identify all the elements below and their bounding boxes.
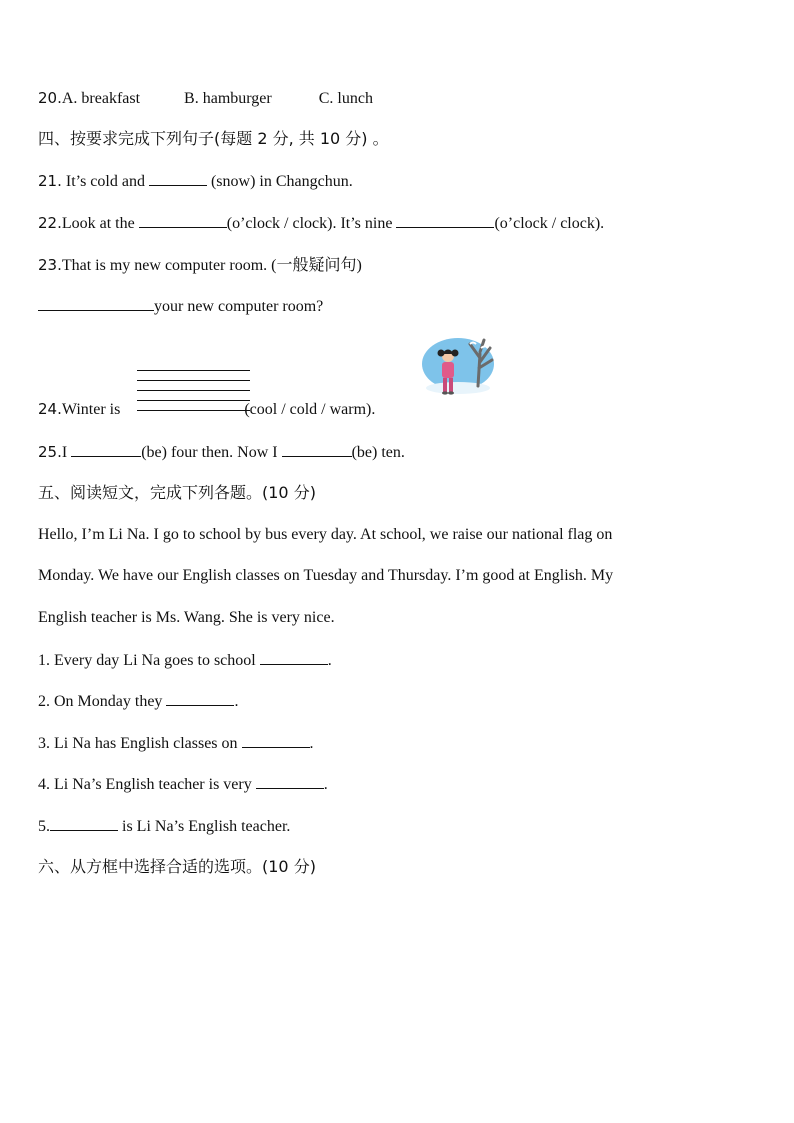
- reading-question-5: 5. is Li Na’s English teacher.: [38, 818, 291, 835]
- option-a: A. breakfast: [61, 90, 141, 107]
- winter-girl-picture: [420, 334, 500, 404]
- question-24: 24.Winter is (cool / cold / warm).: [38, 400, 376, 418]
- answer-blank[interactable]: [166, 691, 234, 706]
- passage-line: Hello, I’m Li Na. I go to school by bus every day. At school, we raise our national flag on: [38, 526, 613, 543]
- answer-blank[interactable]: [50, 816, 118, 831]
- section-6-heading: 六、从方框中选择合适的选项。(10 分): [38, 857, 316, 876]
- option-b: B. hamburger: [184, 90, 272, 107]
- reading-question-1: 1. Every day Li Na goes to school .: [38, 652, 332, 669]
- question-20: [38, 88, 373, 109]
- answer-blank[interactable]: [71, 442, 141, 457]
- question-22: 22.Look at the (o’clock / clock). It’s nine (o’clock / clock).: [38, 214, 605, 232]
- question-number: 20.: [38, 89, 62, 107]
- answer-blank[interactable]: [260, 650, 328, 665]
- passage-line: English teacher is Ms. Wang. She is very nice.: [38, 609, 335, 626]
- question-number: 23.: [38, 256, 62, 274]
- question-23-answer-line: your new computer room?: [38, 296, 323, 317]
- question-number: 25.: [38, 443, 62, 461]
- answer-blank[interactable]: [282, 442, 352, 457]
- question-number: 22.: [38, 214, 62, 232]
- question-number: 21.: [38, 172, 62, 190]
- option-c: C. lunch: [318, 90, 373, 107]
- question-23: 23.That is my new computer room. (一般疑问句): [38, 256, 362, 274]
- section-4-heading: 四、按要求完成下列句子(每题 2 分, 共 10 分) 。: [38, 129, 389, 148]
- reading-question-3: 3. Li Na has English classes on .: [38, 735, 314, 752]
- answer-blank[interactable]: [139, 213, 227, 228]
- answer-blank[interactable]: [242, 733, 310, 748]
- reading-question-2: 2. On Monday they .: [38, 693, 239, 710]
- question-25: 25.I (be) four then. Now I (be) ten.: [38, 443, 405, 461]
- question-21: 21. It’s cold and (snow) in Changchun.: [38, 172, 353, 190]
- passage-line: Monday. We have our English classes on Tuesday and Thursday. I’m good at English. My: [38, 567, 614, 584]
- answer-blank[interactable]: [396, 213, 494, 228]
- answer-blank[interactable]: [256, 774, 324, 789]
- answer-blank[interactable]: [38, 296, 154, 311]
- answer-blank[interactable]: [149, 171, 207, 186]
- section-5-heading: 五、阅读短文，完成下列各题。(10 分): [38, 483, 316, 502]
- reading-question-4: 4. Li Na’s English teacher is very .: [38, 776, 328, 793]
- question-number: 24.: [38, 400, 62, 418]
